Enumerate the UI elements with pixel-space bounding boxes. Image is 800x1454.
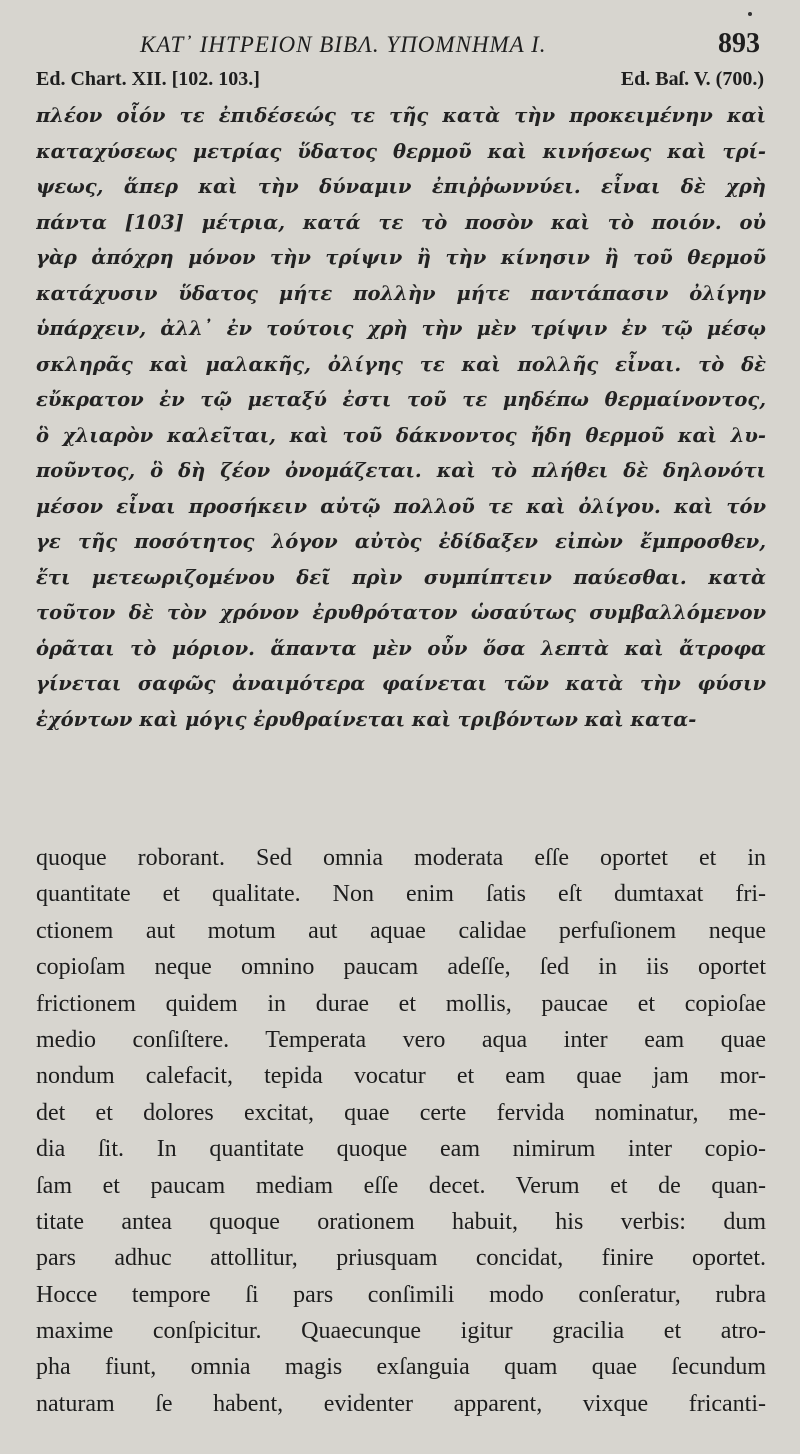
latin-line: pars adhuc attollitur, priusquam concidat, finire oportet. bbox=[36, 1245, 766, 1272]
latin-line: ctionem aut motum aut aquae calidae perfuſionem neque bbox=[36, 917, 766, 944]
latin-line: maxime conſpicitur. Quaecunque igitur gracilia et atro- bbox=[36, 1318, 766, 1345]
latin-line: Hocce tempore ſi pars conſimili modo conſeratur, rubra bbox=[36, 1281, 766, 1308]
greek-text-block bbox=[36, 98, 766, 737]
greek-line: καταχύσεως μετρίας ὕδατος θερμοῦ καὶ κινήσεως καὶ τρί- bbox=[36, 139, 766, 163]
greek-line: μέσον εἶναι προσήκειν αὐτῷ πολλοῦ τε καὶ ὀλίγου. καὶ τόν bbox=[36, 494, 766, 518]
edition-basel-reference: Ed. Baſ. V. (700.) bbox=[620, 68, 764, 90]
greek-line: ψεως, ἅπερ καὶ τὴν δύναμιν ἐπιῤῥωννύει. εἶναι δὲ χρὴ bbox=[36, 175, 766, 198]
greek-line: ὑπάρχειν, ἀλλ᾿ ἐν τούτοις χρὴ τὴν μὲν τρίψιν ἐν τῷ μέσῳ bbox=[36, 317, 766, 340]
greek-line: ποῦντος, ὃ δὴ ζέον ὀνομάζεται. καὶ τὸ πλήθει δὲ δηλονότι bbox=[36, 459, 766, 482]
latin-line: det et dolores excitat, quae certe fervida nominatur, me- bbox=[36, 1099, 766, 1126]
latin-line: copioſam neque omnino paucam adeſſe, ſed in iis oportet bbox=[36, 954, 766, 981]
latin-line: medio conſiſtere. Temperata vero aqua inter eam quae bbox=[36, 1026, 766, 1053]
latin-line: quantitate et qualitate. Non enim ſatis eſt dumtaxat fri- bbox=[36, 881, 766, 908]
greek-line: γε τῆς ποσότητος λόγον αὐτὸς ἐδίδαξεν εἰπὼν ἔμπροσθεν, bbox=[36, 530, 766, 553]
running-title: ΚΑΤ᾿ ΙΗΤΡΕΙΟΝ ΒΙΒΛ. ΥΠΟΜΝΗΜΑ Ι. bbox=[140, 32, 547, 57]
greek-line: γίνεται σαφῶς ἀναιμότερα φαίνεται τῶν κατὰ τὴν φύσιν bbox=[36, 672, 766, 695]
greek-line: τοῦτον δὲ τὸν χρόνον ἐρυθρότατον ὡσαύτως συμβαλλόμενον bbox=[36, 601, 766, 624]
page-number: 893 bbox=[718, 28, 760, 59]
latin-line: dia ſit. In quantitate quoque eam nimirum inter copio- bbox=[36, 1136, 766, 1163]
edition-reference-line bbox=[36, 68, 764, 98]
greek-line: σκληρᾶς καὶ μαλακῆς, ὀλίγης τε καὶ πολλῆς εἶναι. τὸ δὲ bbox=[36, 352, 766, 376]
greek-line: ἐχόντων καὶ μόγις ἐρυθραίνεται καὶ τριβόντων καὶ κατα- bbox=[36, 707, 697, 731]
latin-line: nondum calefacit, tepida vocatur et eam quae jam mor- bbox=[36, 1063, 766, 1090]
latin-line: ſam et paucam mediam eſſe decet. Verum et de quan- bbox=[36, 1172, 766, 1199]
latin-line: pha fiunt, omnia magis exſanguia quam quae ſecundum bbox=[36, 1354, 766, 1381]
running-head bbox=[0, 28, 800, 64]
latin-line: titate antea quoque orationem habuit, his verbis: dum bbox=[36, 1208, 766, 1235]
ink-dot bbox=[748, 12, 752, 16]
greek-line: εὔκρατον ἐν τῷ μεταξύ ἐστι τοῦ τε μηδέπω θερμαίνοντος, bbox=[36, 388, 766, 411]
greek-line: κατάχυσιν ὕδατος μήτε πολλὴν μήτε παντάπασιν ὀλίγην bbox=[36, 281, 766, 305]
greek-line: πλέον οἷόν τε ἐπιδέσεώς τε τῆς κατὰ τὴν προκειμένην καὶ bbox=[36, 104, 766, 127]
latin-line: naturam ſe habent, evidenter apparent, vixque fricanti- bbox=[36, 1390, 766, 1417]
edition-chart-reference: Ed. Chart. XII. [102. 103.] bbox=[36, 68, 260, 90]
latin-line: quoque roborant. Sed omnia moderata eſſe oportet et in bbox=[36, 845, 766, 871]
latin-line: frictionem quidem in durae et mollis, paucae et copioſae bbox=[36, 990, 766, 1017]
greek-line: ἔτι μετεωριζομένου δεῖ πρὶν συμπίπτειν παύεσθαι. κατὰ bbox=[36, 565, 766, 589]
greek-line: ὃ χλιαρὸν καλεῖται, καὶ τοῦ δάκνοντος ἤδη θερμοῦ καὶ λυ- bbox=[36, 423, 766, 447]
greek-line: πάντα [103] μέτρια, κατά τε τὸ ποσὸν καὶ τὸ ποιόν. οὐ bbox=[36, 210, 766, 234]
latin-text-block bbox=[36, 840, 766, 1422]
greek-line: ὁρᾶται τὸ μόριον. ἅπαντα μὲν οὖν ὅσα λεπτὰ καὶ ἄτροφα bbox=[36, 636, 766, 660]
greek-line: γὰρ ἀπόχρη μόνον τὴν τρίψιν ἢ τὴν κίνησιν ἢ τοῦ θερμοῦ bbox=[36, 246, 766, 269]
